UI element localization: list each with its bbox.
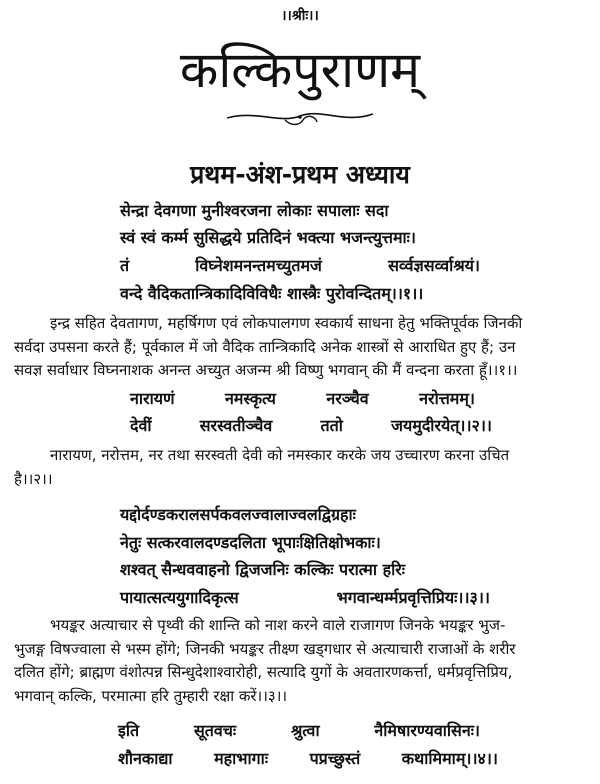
verse-text: यद्दोर्दण्डकरालसर्पकवलज्वालाज्वलद्विग्रहाः	[120, 505, 356, 524]
paragraph-line: इन्द्र सहित देवतागण, महर्षिगण एवं लोकपालगण स्वकार्य साधना हेतु भक्तिपूर्वक जिनकी	[50, 314, 523, 332]
paragraph-line: सवज्ञ सर्वाधार विघ्ननाशक अनन्त अच्युत अजन्म श्री विष्णु भगवान् की मैं वन्दना करता हूँ।।१।।	[14, 361, 518, 379]
verse-word: नरोत्तमम्।	[419, 389, 475, 408]
translation-paragraph-3	[14, 614, 588, 708]
verse-word: नैमिषारण्यवासिनः।	[374, 721, 480, 740]
verse-word: पप्रच्छुस्तं	[309, 749, 361, 768]
verse4-line1	[118, 719, 480, 741]
verse1-line4	[0, 282, 600, 304]
paragraph-line: सर्वदा उपसना करते हैं; पूर्वकाल में जो वैदिक तान्त्रिकादि अनेक शास्त्रों से आराधित हुए हैं; उन	[14, 337, 516, 356]
paragraph-line: भयङ्कर अत्याचार से पृथ्वी की शान्ति को नाश करने वाले राजागण जिनके भयङ्कर भुज-	[50, 616, 506, 634]
verse-word: शौनकाद्या	[118, 749, 173, 768]
verse2-line1	[130, 387, 475, 409]
verse-word: श्रुत्वा	[290, 721, 320, 740]
paragraph-line: है।।२।।	[14, 469, 53, 488]
verse3-line3	[0, 558, 600, 580]
chapter-title: प्रथम-अंश-प्रथम अध्याय	[190, 160, 410, 189]
invocation-text: ।।श्रीः।।	[281, 8, 319, 24]
verse3-line1	[0, 503, 600, 525]
verse4-line2	[118, 747, 498, 769]
verse-word: ततो	[320, 416, 343, 435]
verse1-line3	[120, 254, 480, 276]
verse-word: महाभागाः	[214, 749, 269, 768]
verse-word: कथामिमाम्।।४।।	[401, 749, 498, 768]
verse3-line4	[120, 586, 490, 608]
flourish-ornament-icon	[225, 106, 375, 128]
verse-word: नमस्कृत्य	[225, 389, 276, 408]
translation-paragraph-1	[14, 312, 588, 383]
translation-paragraph-2	[14, 444, 588, 491]
paragraph-line: दलित होंगे; ब्राह्मण वंशोत्पन्न सिन्धुदेशाश्वारोही, सत्यादि युगों के अवतारणकर्त्ता, धर्मप्रवृत्तिप्रिय,	[14, 663, 513, 681]
verse-word: सरस्वतीञ्चैव	[199, 416, 273, 435]
verse3-line2	[0, 531, 600, 553]
verse-word: जयमुदीरयेत्।।२।।	[391, 416, 492, 435]
verse-word: विघ्नेशमनन्तमच्युतमजं	[195, 256, 322, 275]
verse-text: शश्वत् सैन्धववाहनो द्विजजनिः कल्किः परात्मा हरिः	[120, 560, 406, 579]
verse-text: वन्दे वैदिकतान्त्रिकादिविविधैः शास्त्रैः पुरोवन्दितम्।।१।।	[120, 284, 424, 303]
verse2-line2	[130, 414, 492, 436]
verse-word: नरञ्चैव	[326, 389, 369, 408]
paragraph-line: भुजङ्ग विषज्वाला से भस्म होंगे; जिनकी भयङ्कर तीक्ष्ण खड्गधार से अत्याचारी राजाओं के शरीर	[14, 639, 516, 658]
paragraph-line: नारायण, नरोत्तम, नर तथा सरस्वती देवी को नमस्कार करके जय उच्चारण करना उचित	[50, 446, 510, 464]
verse-word: देवीं	[130, 416, 152, 435]
verse-word: भगवान्धर्म्मप्रवृत्तिप्रियः।।३।।	[336, 588, 490, 607]
verse-word: तं	[120, 256, 130, 275]
verse-word: इति	[118, 721, 140, 740]
paragraph-line: भगवान् कल्कि, परमात्मा हरि तुम्हारी रक्षा करें।।३।।	[14, 686, 288, 705]
verse-word: सूतवचः	[193, 721, 237, 740]
verse1-line1	[0, 199, 600, 221]
verse-word: नारायणं	[130, 389, 175, 408]
verse1-line2	[0, 226, 600, 248]
book-title: कल्किपुराणम्	[179, 41, 421, 99]
verse-text: सेन्द्रा देवगणा मुनीश्वरजना लोकाः सपालाः सदा	[120, 201, 389, 220]
verse-word: पायात्सत्ययुगादिकृत्स	[120, 588, 239, 607]
verse-text: स्वं स्वं कर्म्म सुसिद्धये प्रतिदिनं भक्त्या भजन्त्युत्तमाः।	[120, 228, 416, 247]
verse-text: नेतुः सत्करवालदण्डदलिता भूपाःक्षितिक्षोभकाः।	[120, 533, 381, 552]
verse-word: सर्व्वज्ञसर्व्वाश्रयं।	[388, 256, 480, 275]
